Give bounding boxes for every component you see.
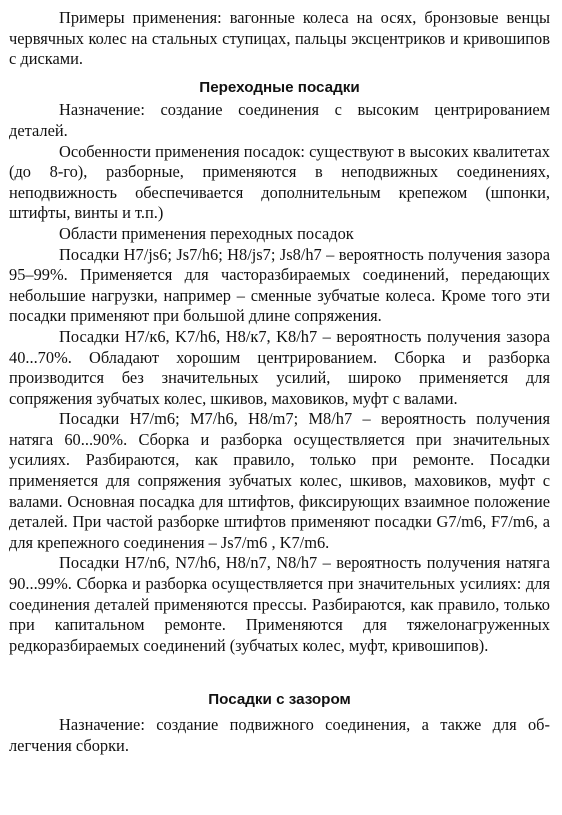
section-heading-clearance-fits: Посадки с зазором — [208, 691, 351, 709]
features-paragraph: Особенности применения посадок: существуют в высоких квалитетах (до 8-го), разборные, применяются в неподвижных соединениях, неподвижность обеспечивается дополнительным крепежом (шпонки, штифты, винты и т.п.) — [9, 141, 550, 223]
fits-n-paragraph: Посадки H7/n6, N7/h6, H8/n7, N8/h7 – вероятность получения натяга 90...99%. Сборка и разборка осуществляется при значительных усилиях: для соединения деталей применяются прессы. Разбираются, как правило, только при капитальном ремонте. Применяются для тяжелонагруженных редкоразбираемых соединений (зубчатых колес, муфт, кривошипов). — [9, 553, 550, 655]
section-heading-transition-fits: Переходные посадки — [199, 78, 360, 96]
fits-k-paragraph: Посадки H7/к6, K7/h6, H8/к7, K8/h7 – вероятность получения зазора 40...70%. Обладают хорошим центрированием. Сборка и разборка производится без значительных усилий, широко применяется для сопряжения зубчатых колес, шкивов, маховиков, муфт с валами. — [9, 326, 550, 408]
intro-paragraph: Примеры применения: вагонные колеса на осях, бронзовые венцы червячных колес на стальных ступицах, пальцы эксцентриков и кривошипов с дисками. — [9, 8, 550, 69]
fits-js-paragraph: Посадки H7/js6; Js7/h6; H8/js7; Js8/h7 – вероятность получения зазора 95–99%. Применяется для часторазбираемых соединений, передающих небольшие нагрузки, например – сменные зубчатые колеса. Кроме того эти посадки применяют при большой длине сопряжения. — [9, 244, 550, 326]
purpose-paragraph: Назначение: создание соединения с высоким центрированием деталей. — [9, 100, 550, 140]
areas-title: Области применения переходных посадок — [59, 223, 354, 243]
fits-m-paragraph: Посадки H7/m6; M7/h6, H8/m7; M8/h7 – вероятность получения натяга 60...90%. Сборка и разборка осуществляется при значительных усилиях. Разбираются, как правило, только при ремонте. Посадки применяется для сопряжения зубчатых колес, шкивов, маховиков, муфт с валами. Основная посадка для штифтов, фиксирующих взаимное положение деталей. При частой разборке штифтов применяют посадки G7/m6, F7/m6, а для крепежного соединения – Js7/m6 , K7/m6. — [9, 409, 550, 552]
clearance-purpose-paragraph: Назначение: создание подвижного соединения, а также для облегчения сборки. — [9, 715, 550, 755]
